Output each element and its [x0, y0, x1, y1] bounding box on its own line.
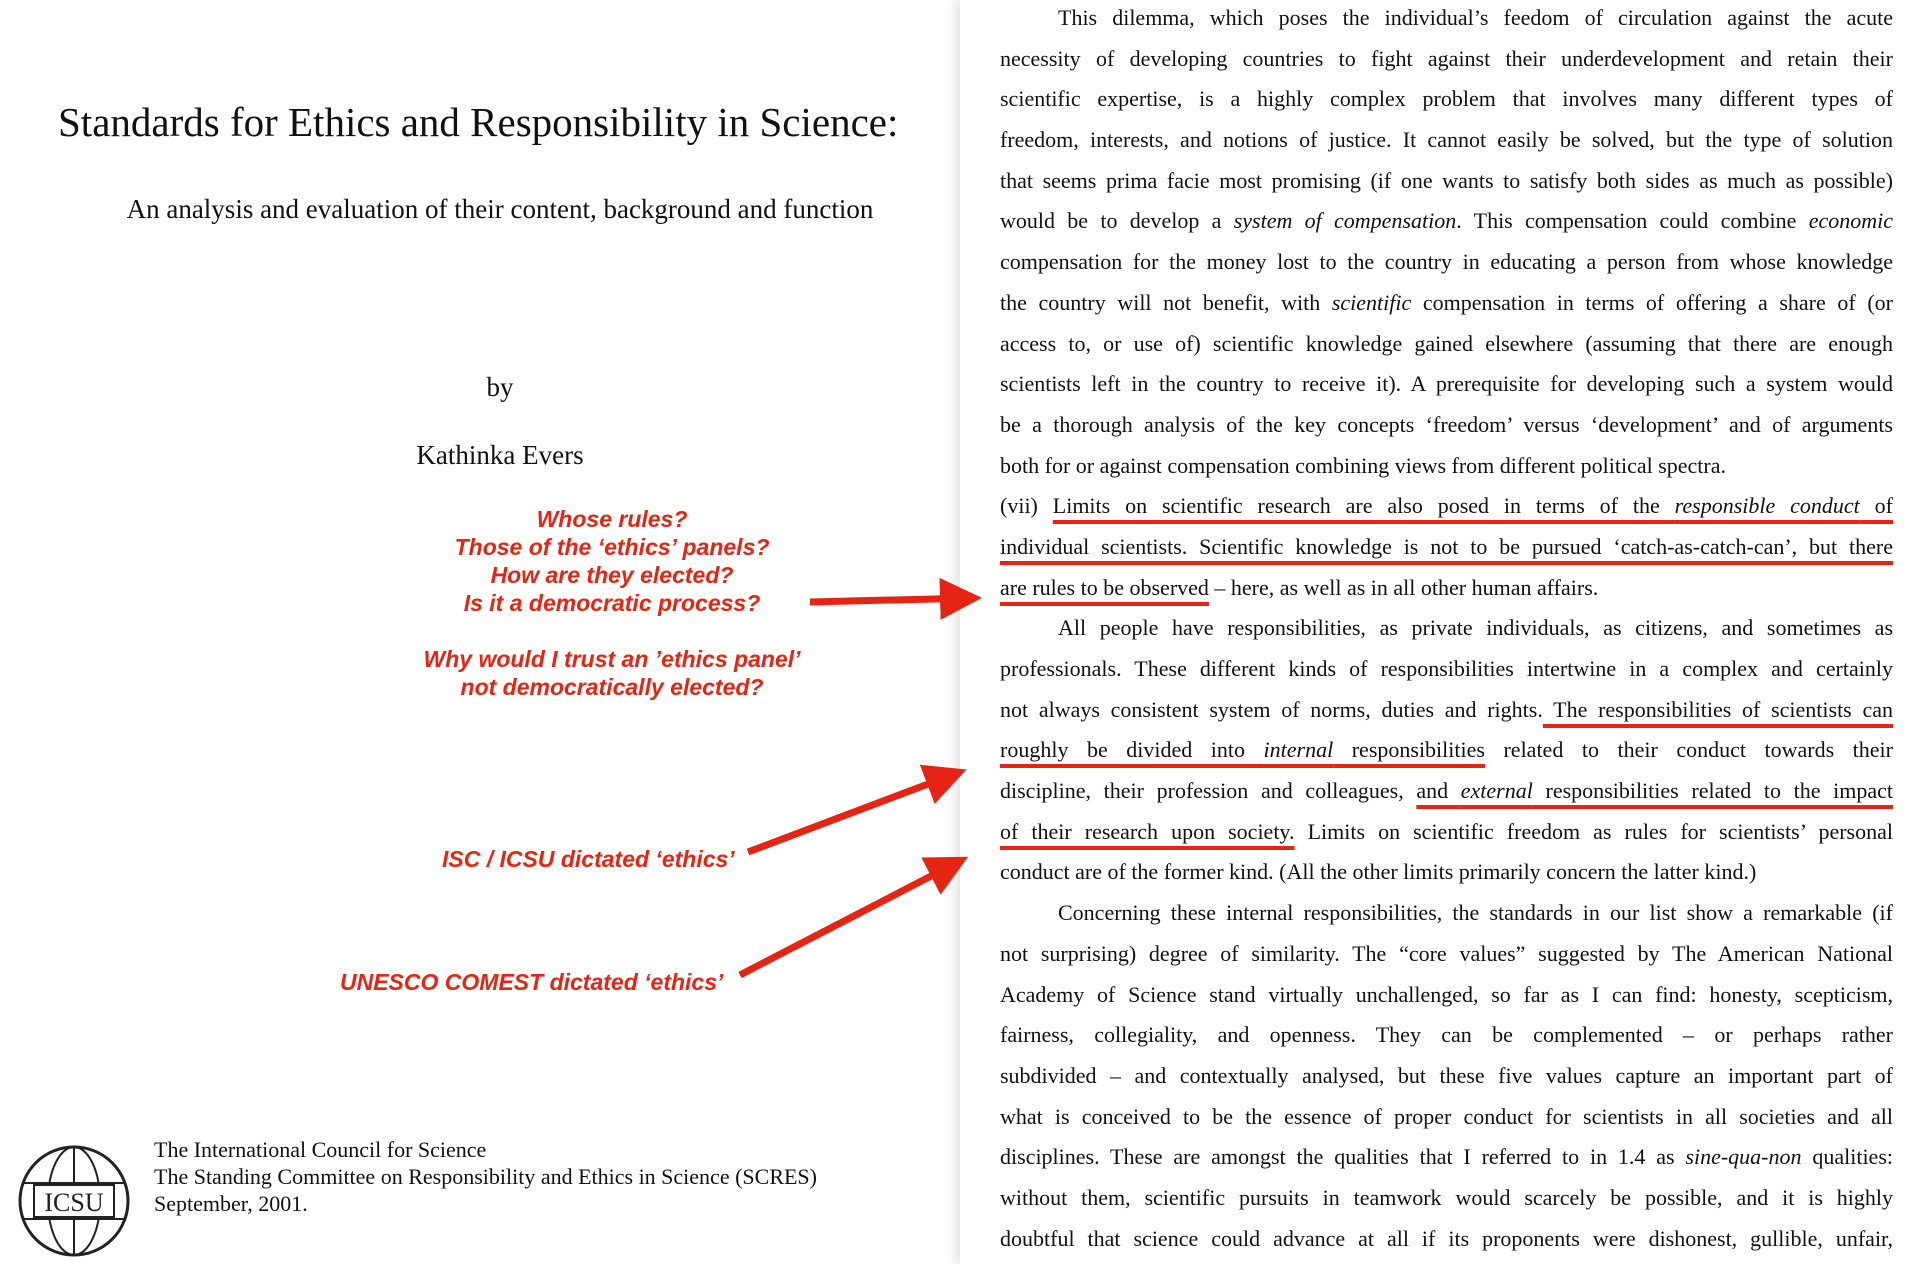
text-span: responsibilities [1333, 737, 1485, 763]
text-span: compensation for the money lost to the country in educating a person from whose knowledge [1000, 249, 1893, 275]
text-span: scientific [1331, 289, 1412, 315]
text-span: – here, as well as in all other human affairs. [1208, 574, 1599, 600]
annotation-unesco: UNESCO COMEST dictated ‘ethics’ [340, 969, 724, 995]
text-span: conduct are of the former kind. (All the other limits primarily concern the latter kind.) [1000, 859, 1757, 885]
text-span: and [1416, 778, 1461, 804]
text-span: of [1859, 493, 1894, 519]
arrow-to-internal-responsibilities [748, 772, 960, 852]
text-span: Concerning these internal responsibilities, the standards in our list show a remarkable (if [1058, 900, 1893, 926]
highlighted-text: The responsibilities of scientists can [1542, 696, 1893, 722]
highlighted-text: are rules to be observed [1000, 574, 1209, 600]
text-span: related to their conduct towards their [1484, 737, 1893, 763]
text-span: Academy of Science stand virtually unchallenged, so far as I can find: honesty, scepticism, [1000, 981, 1893, 1007]
text-span: responsible conduct [1674, 493, 1860, 519]
text-span: professionals. These different kinds of responsibilities intertwine in a complex and certainly [1000, 656, 1893, 681]
text-span: sine-qua-non [1685, 1144, 1802, 1170]
text-span: Limits on scientific freedom as rules for scientists’ personal [1294, 818, 1893, 844]
arrow-to-rules [810, 598, 975, 602]
annotation-line: How are they elected? [490, 562, 734, 588]
text-span: system of compensation [1233, 208, 1457, 234]
annotation-line: Is it a democratic process? [463, 590, 761, 616]
annotation-line: not democratically elected? [460, 674, 764, 700]
text-span: scientific expertise, is a highly complex problem that involves many different types of [1000, 86, 1893, 112]
text-span: access to, or use of) scientific knowledge gained elsewhere (assuming that there are enough [1000, 330, 1893, 356]
text-span: roughly be divided into [1000, 737, 1264, 763]
text-span: would be to develop a [1000, 208, 1234, 234]
text-span: external [1460, 778, 1533, 804]
text-span: internal [1263, 737, 1334, 763]
annotation-line: Those of the ‘ethics’ panels? [454, 534, 770, 560]
text-span: discipline, their profession and colleagues, [1000, 778, 1417, 804]
arrow-to-external-responsibilities [740, 860, 962, 975]
text-span: that seems prima facie most promising (if one wants to satisfy both sides as much as possible) [1000, 167, 1893, 193]
document-title: Standards for Ethics and Responsibility in Science: [58, 99, 899, 145]
text-span: Limits on scientific research are also posed in terms of the [1052, 493, 1675, 519]
annotation-isc: ISC / ICSU dictated ‘ethics’ [442, 846, 735, 872]
text-span: This dilemma, which poses the individual’s feedom of circulation against the acute [1058, 5, 1893, 30]
text-span: disciplines. These are amongst the qualities that I referred to in 1.4 as [1000, 1144, 1686, 1170]
text-span: necessity of developing countries to fight against their underdevelopment and retain their [1000, 45, 1893, 71]
text-span: without them, scientific pursuits in teamwork would scarcely be possible, and it is highly [1000, 1184, 1893, 1210]
text-span: qualities: [1801, 1144, 1893, 1170]
document-subtitle: An analysis and evaluation of their content, background and function [126, 194, 874, 224]
text-span: . This compensation could combine [1456, 208, 1809, 234]
text-span: the country will not benefit, with [1000, 289, 1332, 315]
text-span: responsibilities related to the impact [1532, 778, 1893, 804]
publisher-line: The Standing Committee on Responsibility and Ethics in Science (SCRES) [154, 1164, 817, 1189]
logo-text: ICSU [44, 1188, 104, 1217]
text-span: (vii) [1000, 493, 1053, 519]
text-span: what is conceived to be the essence of proper conduct for scientists in all societies and all [1000, 1103, 1893, 1129]
author-name: Kathinka Evers [416, 440, 584, 470]
publisher-line: The International Council for Science [154, 1137, 487, 1162]
text-span: fairness, collegiality, and openness. They can be complemented – or perhaps rather [1000, 1022, 1893, 1048]
text-span: scientists left in the country to receive it). A prerequisite for developing such a system would [1000, 371, 1893, 397]
annotation-line: Why would I trust an ’ethics panel’ [423, 646, 801, 672]
by-line: by [486, 372, 514, 402]
annotation-line: Whose rules? [536, 506, 688, 532]
text-span: economic [1808, 208, 1893, 234]
text-span: not surprising) degree of similarity. The “core values” suggested by The American National [1000, 940, 1893, 966]
text-span: be a thorough analysis of the key concepts ‘freedom’ versus ‘development’ and of arguments [1000, 411, 1893, 437]
text-span: doubtful that science could advance at all if its proponents were dishonest, gullible, unfair, [1000, 1225, 1893, 1251]
text-span: not always consistent system of norms, duties and rights. [1000, 696, 1543, 722]
text-span: subdivided – and contextually analysed, but these five values capture an important part of [1000, 1062, 1893, 1088]
text-span: compensation in terms of offering a share of (or [1411, 289, 1893, 315]
text-span: freedom, interests, and notions of justice. It cannot easily be solved, but the type of solution [1000, 127, 1893, 153]
publisher-line: September, 2001. [154, 1191, 308, 1216]
text-span: All people have responsibilities, as private individuals, as citizens, and sometimes as [1058, 615, 1893, 641]
text-span: both for or against compensation combining views from different political spectra. [1000, 452, 1727, 478]
highlighted-text: individual scientists. Scientific knowledge is not to be pursued ‘catch-as-catch-can’, but there [1000, 533, 1893, 559]
highlighted-text: of their research upon society. [1000, 818, 1295, 844]
